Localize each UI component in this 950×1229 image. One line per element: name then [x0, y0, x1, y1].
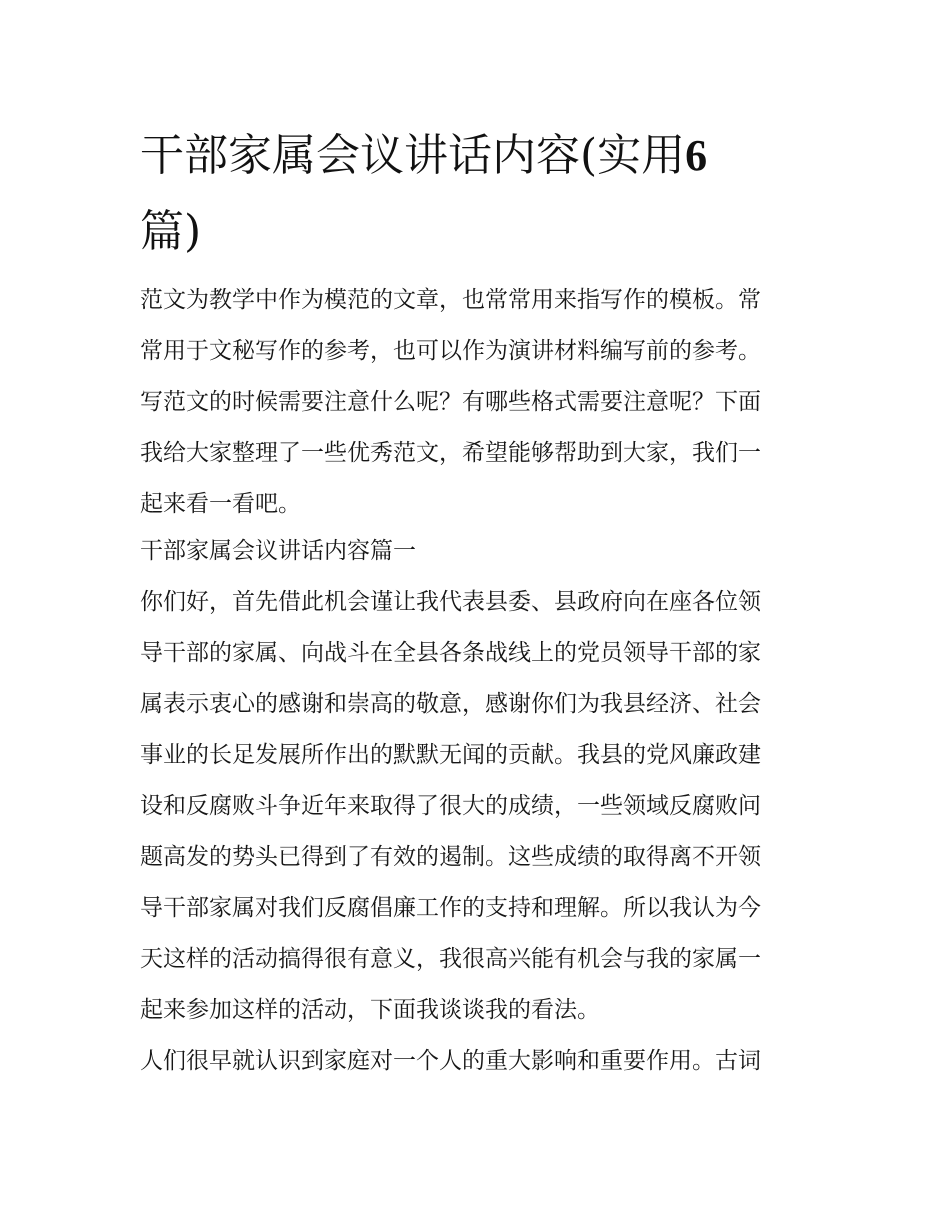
speech-paragraph-1 — [140, 577, 820, 1036]
text-line: 天这样的活动搞得很有意义，我很高兴能有机会与我的家属一 — [140, 946, 761, 972]
text-line: 常用于文秘写作的参考，也可以作为演讲材料编写前的参考。 — [140, 338, 761, 364]
text-line: 写范文的时候需要注意什么呢？有哪些格式需要注意呢？下面 — [140, 389, 761, 415]
text-line: 我给大家整理了一些优秀范文，希望能够帮助到大家，我们一 — [140, 440, 761, 466]
text-line: 导干部家属对我们反腐倡廉工作的支持和理解。所以我认为今 — [140, 895, 761, 921]
text-line: 导干部的家属、向战斗在全县各条战线上的党员领导干部的家 — [140, 640, 761, 666]
title-line-1 — [140, 118, 820, 194]
text-line: 题高发的势头已得到了有效的遏制。这些成绩的取得离不开领 — [140, 844, 761, 870]
text-line: 事业的长足发展所作出的默默无闻的贡献。我县的党风廉政建 — [140, 742, 761, 768]
title-line-2: 篇) — [140, 206, 202, 257]
document-title — [140, 118, 820, 270]
text-line: 设和反腐败斗争近年来取得了很大的成绩，一些领域反腐败问 — [140, 793, 761, 819]
text-line: 属表示衷心的感谢和崇高的敬意，感谢你们为我县经济、社会 — [140, 691, 761, 717]
text-line: 人们很早就认识到家庭对一个人的重大影响和重要作用。古词 — [140, 1048, 761, 1074]
title-number: 6 — [685, 131, 708, 180]
text-line: 起来看一看吧。 — [140, 491, 301, 517]
intro-paragraph — [140, 275, 820, 530]
speech-paragraph-2 — [140, 1036, 820, 1087]
section-heading-text: 干部家属会议讲话内容篇一 — [140, 538, 416, 564]
text-line: 你们好，首先借此机会谨让我代表县委、县政府向在座各位领 — [140, 589, 761, 615]
title-text: 干部家属会议讲话内容(实用 — [140, 130, 686, 181]
text-line: 起来参加这样的活动，下面我谈谈我的看法。 — [140, 997, 600, 1023]
section-heading — [140, 526, 820, 577]
text-line: 范文为教学中作为模范的文章，也常常用来指写作的模板。常 — [140, 287, 761, 313]
